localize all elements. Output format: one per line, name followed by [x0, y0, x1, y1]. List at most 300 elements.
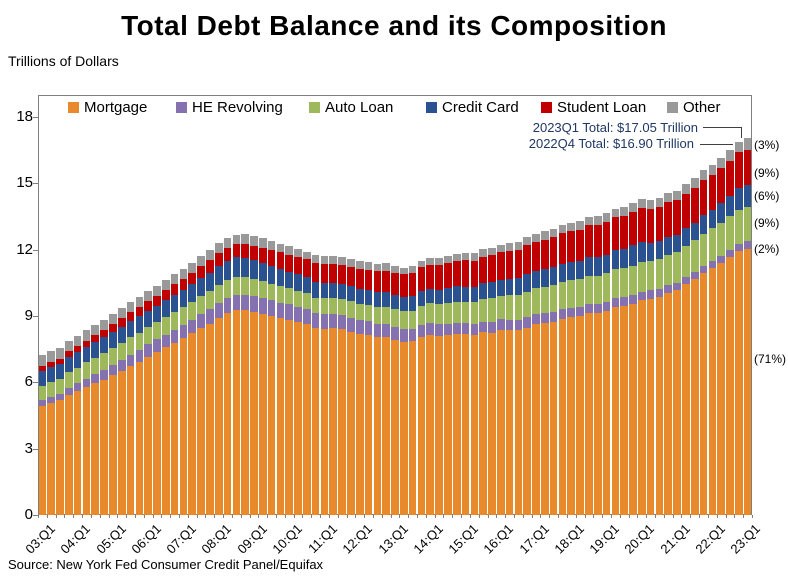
bar-segment-credit-card: [91, 342, 99, 358]
x-tick-label: 20:Q1: [621, 521, 658, 557]
x-tick-mark: [320, 515, 321, 518]
bar-segment-auto-loan: [700, 234, 708, 266]
bar-segment-student-loan: [294, 257, 302, 274]
bar-08:Q3: [233, 235, 241, 515]
bar-segment-other: [356, 261, 364, 268]
bar-segment-mortgage: [559, 319, 567, 515]
bar-segment-credit-card: [682, 228, 690, 245]
bar-11:Q1: [321, 256, 329, 515]
bar-segment-mortgage: [285, 320, 293, 515]
bar-segment-other: [83, 330, 91, 340]
bar-segment-credit-card: [435, 290, 443, 305]
bar-segment-auto-loan: [144, 327, 152, 344]
bar-segment-student-loan: [709, 175, 717, 210]
legend-swatch-icon: [541, 102, 552, 113]
bar-segment-student-loan: [303, 259, 311, 277]
bar-segment-he-revolving: [629, 295, 637, 304]
bar-segment-credit-card: [691, 223, 699, 241]
bar-segment-credit-card: [285, 272, 293, 289]
x-tick-label: 16:Q1: [480, 521, 517, 557]
bar-segment-other: [576, 221, 584, 230]
bar-segment-auto-loan: [365, 305, 373, 322]
bar-segment-other: [241, 234, 249, 244]
bar-segment-auto-loan: [277, 286, 285, 302]
bar-segment-auto-loan: [83, 362, 91, 378]
bar-segment-other: [418, 261, 426, 268]
bar-segment-auto-loan: [709, 228, 717, 260]
bar-segment-credit-card: [497, 280, 505, 296]
bar-segment-mortgage: [100, 380, 108, 515]
bar-segment-mortgage: [329, 328, 337, 515]
x-tick-mark: [514, 515, 515, 518]
bar-segment-credit-card: [65, 357, 73, 372]
x-tick-mark: [126, 515, 127, 518]
bar-segment-he-revolving: [515, 320, 523, 330]
x-tick-mark: [629, 515, 630, 518]
bar-segment-other: [118, 308, 126, 318]
bar-segment-auto-loan: [294, 291, 302, 307]
bar-segment-student-loan: [382, 271, 390, 292]
bar-segment-mortgage: [338, 329, 346, 515]
x-tick-mark: [267, 515, 268, 518]
bar-segment-student-loan: [523, 245, 531, 274]
x-tick-mark: [205, 515, 206, 518]
legend-item-he-revolving: [176, 99, 283, 116]
bar-segment-mortgage: [453, 334, 461, 515]
bar-segment-student-loan: [197, 266, 205, 278]
bar-segment-he-revolving: [356, 320, 364, 334]
x-tick-mark: [567, 515, 568, 518]
bar-05:Q3: [127, 302, 135, 515]
bar-segment-he-revolving: [479, 322, 487, 333]
bar-segment-mortgage: [118, 371, 126, 515]
bar-segment-credit-card: [144, 311, 152, 327]
bar-segment-he-revolving: [153, 339, 161, 352]
x-tick-mark: [408, 515, 409, 518]
bar-03:Q2: [47, 351, 55, 515]
bar-segment-student-loan: [453, 261, 461, 287]
bar-segment-auto-loan: [171, 312, 179, 330]
bar-segment-mortgage: [391, 340, 399, 515]
bar-segment-student-loan: [329, 264, 337, 283]
bar-segment-credit-card: [409, 296, 417, 311]
bar-13:Q4: [418, 261, 426, 515]
bar-segment-mortgage: [136, 362, 144, 515]
annotation-2022q4-total: 2022Q4 Total: $16.90 Trillion: [528, 136, 694, 151]
x-tick-mark: [258, 515, 259, 518]
bar-segment-he-revolving: [91, 374, 99, 383]
bar-segment-auto-loan: [471, 302, 479, 324]
bar-segment-mortgage: [312, 328, 320, 515]
bar-segment-mortgage: [497, 330, 505, 515]
bar-segment-credit-card: [656, 241, 664, 259]
bar-segment-credit-card: [400, 297, 408, 312]
x-tick-label: 09:Q1: [233, 521, 270, 557]
x-tick-label: 13:Q1: [374, 521, 411, 557]
bar-segment-student-loan: [488, 255, 496, 282]
x-tick-mark: [38, 515, 39, 518]
bar-segment-auto-loan: [188, 302, 196, 320]
bar-segment-credit-card: [453, 286, 461, 301]
bar-segment-student-loan: [206, 260, 214, 272]
bar-segment-student-loan: [215, 253, 223, 266]
bar-segment-auto-loan: [356, 304, 364, 320]
bar-segment-credit-card: [356, 289, 364, 304]
bar-segment-mortgage: [612, 307, 620, 515]
bar-segment-he-revolving: [215, 303, 223, 318]
bar-segment-auto-loan: [259, 281, 267, 298]
bar-06:Q4: [171, 274, 179, 515]
bar-08:Q2: [224, 238, 232, 515]
bar-segment-auto-loan: [127, 337, 135, 355]
bar-segment-credit-card: [638, 242, 646, 262]
bar-segment-other: [374, 264, 382, 271]
bar-segment-other: [338, 257, 346, 265]
bar-segment-mortgage: [523, 328, 531, 515]
bar-segment-credit-card: [100, 337, 108, 353]
bar-segment-auto-loan: [682, 246, 690, 277]
bar-segment-auto-loan: [233, 277, 241, 295]
bar-segment-auto-loan: [567, 280, 575, 307]
bar-segment-student-loan: [233, 244, 241, 257]
bar-segment-credit-card: [321, 283, 329, 298]
bar-05:Q4: [136, 297, 144, 515]
bar-segment-mortgage: [144, 357, 152, 515]
x-tick-mark: [426, 515, 427, 518]
bar-segment-he-revolving: [523, 317, 531, 327]
bar-segment-auto-loan: [462, 302, 470, 323]
bar-segment-auto-loan: [382, 307, 390, 324]
bar-segment-he-revolving: [453, 323, 461, 334]
bar-segment-other: [347, 259, 355, 267]
bar-21:Q3: [691, 178, 699, 515]
bar-07:Q4: [206, 250, 214, 515]
bar-segment-auto-loan: [197, 296, 205, 314]
bar-segment-student-loan: [444, 263, 452, 288]
bar-segment-mortgage: [74, 391, 82, 515]
bar-segment-mortgage: [109, 375, 117, 515]
bar-segment-auto-loan: [515, 295, 523, 320]
bar-20:Q3: [656, 198, 664, 515]
bar-segment-credit-card: [391, 295, 399, 310]
bar-segment-other: [585, 217, 593, 226]
bar-segment-he-revolving: [488, 322, 496, 333]
bar-segment-he-revolving: [647, 290, 655, 298]
bar-segment-other: [285, 246, 293, 254]
bar-segment-other: [691, 178, 699, 188]
bar-segment-credit-card: [585, 257, 593, 276]
bar-segment-other: [444, 256, 452, 263]
bar-segment-student-loan: [594, 225, 602, 257]
x-tick-label: 10:Q1: [269, 521, 305, 557]
bar-segment-he-revolving: [550, 312, 558, 322]
bar-segment-other: [673, 191, 681, 200]
x-tick-mark: [540, 515, 541, 518]
bar-segment-mortgage: [83, 387, 91, 515]
bar-segment-other: [629, 203, 637, 212]
bar-segment-other: [321, 256, 329, 264]
bar-segment-he-revolving: [250, 296, 258, 312]
bar-segment-credit-card: [83, 347, 91, 362]
bar-segment-auto-loan: [109, 348, 117, 365]
bar-03:Q4: [65, 341, 73, 515]
bar-segment-other: [638, 199, 646, 208]
bar-segment-auto-loan: [629, 266, 637, 295]
bar-segment-he-revolving: [691, 272, 699, 279]
bar-segment-credit-card: [188, 284, 196, 301]
x-tick-mark: [452, 515, 453, 518]
bar-03:Q1: [39, 355, 47, 515]
bar-segment-student-loan: [136, 307, 144, 317]
bar-19:Q1: [603, 213, 611, 515]
annotation-leader-elbow-2023q1: [741, 127, 742, 138]
bar-19:Q4: [629, 203, 637, 515]
bar-12:Q3: [374, 264, 382, 515]
x-tick-mark: [47, 515, 48, 518]
y-tick-mark: [33, 117, 38, 118]
bar-segment-credit-card: [700, 215, 708, 234]
bar-11:Q3: [338, 257, 346, 515]
bar-segment-mortgage: [479, 332, 487, 515]
x-tick-label: 21:Q1: [657, 521, 693, 557]
bar-segment-other: [744, 138, 752, 149]
bar-segment-credit-card: [215, 266, 223, 285]
bar-segment-he-revolving: [532, 314, 540, 324]
bar-13:Q3: [409, 266, 417, 515]
bar-segment-other: [153, 286, 161, 296]
bar-segment-auto-loan: [664, 255, 672, 285]
bar-segment-auto-loan: [224, 280, 232, 298]
bar-segment-mortgage: [65, 395, 73, 515]
bar-segment-student-loan: [224, 248, 232, 261]
y-tick-mark: [33, 316, 38, 317]
bar-segment-credit-card: [136, 316, 144, 332]
x-tick-mark: [135, 515, 136, 518]
bar-18:Q1: [567, 223, 575, 515]
bar-segment-other: [303, 252, 311, 260]
bar-13:Q2: [400, 268, 408, 515]
bar-22:Q2: [717, 158, 725, 515]
bar-segment-credit-card: [612, 250, 620, 269]
bar-segment-mortgage: [682, 284, 690, 515]
bar-segment-credit-card: [620, 249, 628, 268]
bar-segment-other: [488, 248, 496, 256]
bar-segment-student-loan: [312, 263, 320, 281]
bar-segment-mortgage: [180, 338, 188, 515]
bar-16:Q4: [523, 237, 531, 515]
x-tick-mark: [443, 515, 444, 518]
bar-segment-he-revolving: [585, 304, 593, 313]
bar-segment-he-revolving: [594, 304, 602, 313]
share-label-auto-loan: (9%): [754, 216, 780, 230]
bar-18:Q4: [594, 216, 602, 515]
x-tick-mark: [673, 515, 674, 518]
bar-segment-auto-loan: [374, 307, 382, 324]
bar-segment-he-revolving: [382, 324, 390, 337]
bar-segment-other: [656, 198, 664, 207]
bar-segment-credit-card: [576, 261, 584, 279]
bar-segment-auto-loan: [338, 299, 346, 315]
bar-segment-auto-loan: [312, 298, 320, 314]
bar-segment-he-revolving: [321, 314, 329, 329]
bar-segment-other: [409, 266, 417, 273]
bar-segment-he-revolving: [664, 285, 672, 293]
bar-segment-he-revolving: [329, 314, 337, 329]
bar-09:Q1: [250, 236, 258, 515]
y-tick-mark: [33, 449, 38, 450]
bar-segment-he-revolving: [100, 370, 108, 380]
bar-segment-student-loan: [109, 324, 117, 333]
bar-segment-auto-loan: [497, 296, 505, 319]
bar-segment-other: [462, 253, 470, 260]
bar-12:Q2: [365, 262, 373, 515]
legend-item-credit-card: [426, 99, 519, 116]
bar-segment-student-loan: [418, 267, 426, 291]
bar-segment-other: [259, 238, 267, 247]
bar-segment-auto-loan: [409, 311, 417, 329]
x-tick-mark: [241, 515, 242, 518]
x-tick-mark: [144, 515, 145, 518]
bar-segment-other: [647, 200, 655, 209]
bar-segment-other: [197, 256, 205, 266]
legend-swatch-icon: [667, 102, 678, 113]
bar-segment-mortgage: [435, 336, 443, 515]
bar-segment-mortgage: [197, 328, 205, 515]
bar-segment-other: [188, 263, 196, 273]
bar-segment-student-loan: [471, 261, 479, 287]
x-tick-mark: [585, 515, 586, 518]
y-tick-label: 9: [24, 307, 33, 325]
bar-segment-auto-loan: [47, 382, 55, 397]
bar-segment-he-revolving: [426, 323, 434, 335]
bar-segment-he-revolving: [567, 308, 575, 318]
bar-segment-auto-loan: [717, 223, 725, 256]
bar-segment-auto-loan: [118, 343, 126, 360]
bar-segment-credit-card: [418, 291, 426, 306]
bar-segment-credit-card: [171, 295, 179, 312]
bar-segment-he-revolving: [418, 325, 426, 337]
bar-segment-other: [479, 249, 487, 257]
bar-segment-other: [682, 184, 690, 193]
bar-17:Q4: [559, 225, 567, 515]
bar-08:Q1: [215, 243, 223, 515]
annotation-leader-line-2022q4: [700, 144, 733, 145]
bar-segment-student-loan: [638, 208, 646, 242]
bar-segment-student-loan: [250, 246, 258, 261]
bar-segment-other: [532, 234, 540, 242]
bar-segment-auto-loan: [691, 240, 699, 272]
bar-segment-credit-card: [374, 292, 382, 307]
bar-segment-auto-loan: [550, 285, 558, 312]
bar-segment-mortgage: [127, 366, 135, 515]
bar-04:Q2: [83, 330, 91, 515]
x-tick-mark: [708, 515, 709, 518]
bar-20:Q4: [664, 193, 672, 515]
bar-segment-credit-card: [250, 260, 258, 279]
bar-segment-mortgage: [717, 263, 725, 515]
bar-segment-other: [726, 150, 734, 161]
x-tick-mark: [690, 515, 691, 518]
bar-21:Q1: [673, 191, 681, 515]
bar-05:Q1: [109, 314, 117, 515]
bar-segment-auto-loan: [91, 358, 99, 375]
bar-segment-other: [612, 209, 620, 218]
x-tick-mark: [170, 515, 171, 518]
x-tick-mark: [311, 515, 312, 518]
bar-segment-he-revolving: [471, 324, 479, 335]
x-tick-mark: [364, 515, 365, 518]
bar-11:Q4: [347, 259, 355, 515]
x-tick-mark: [655, 515, 656, 518]
share-label-other: (3%): [754, 138, 780, 152]
bar-segment-auto-loan: [400, 311, 408, 329]
bar-segment-mortgage: [241, 310, 249, 515]
bar-segment-other: [735, 142, 743, 153]
bar-segment-mortgage: [735, 251, 743, 514]
bar-segment-he-revolving: [241, 295, 249, 310]
bar-segment-credit-card: [744, 185, 752, 207]
share-label-mortgage: (71%): [754, 352, 787, 366]
bar-segment-other: [277, 244, 285, 253]
bar-segment-student-loan: [100, 330, 108, 338]
bar-12:Q1: [356, 261, 364, 515]
bar-segment-auto-loan: [153, 322, 161, 340]
bar-segment-auto-loan: [162, 317, 170, 335]
x-tick-label: 23:Q1: [727, 521, 764, 557]
bar-07:Q2: [188, 263, 196, 515]
bar-segment-student-loan: [700, 180, 708, 215]
x-tick-label: 18:Q1: [551, 521, 587, 557]
bar-segment-he-revolving: [65, 388, 73, 395]
bar-10:Q1: [285, 246, 293, 515]
bar-segment-he-revolving: [162, 335, 170, 348]
bar-segment-student-loan: [321, 264, 329, 283]
bar-15:Q4: [488, 248, 496, 515]
share-label-he-revolving: (2%): [754, 242, 780, 256]
share-label-student-loan: (9%): [754, 166, 780, 180]
bar-segment-student-loan: [153, 296, 161, 306]
bar-segment-auto-loan: [603, 273, 611, 301]
bar-segment-other: [100, 320, 108, 330]
bar-segment-credit-card: [365, 290, 373, 305]
bar-21:Q4: [700, 170, 708, 515]
bar-segment-auto-loan: [241, 277, 249, 294]
bar-segment-other: [717, 158, 725, 168]
x-tick-mark: [391, 515, 392, 518]
bar-segment-credit-card: [338, 284, 346, 299]
x-tick-label: 11:Q1: [305, 521, 341, 556]
bar-segment-student-loan: [691, 188, 699, 223]
bar-segment-auto-loan: [444, 303, 452, 324]
bar-segment-mortgage: [188, 333, 196, 515]
bar-segment-auto-loan: [735, 210, 743, 244]
legend-swatch-icon: [176, 102, 187, 113]
bar-segment-auto-loan: [647, 261, 655, 291]
bar-segment-mortgage: [506, 330, 514, 515]
bar-segment-other: [206, 250, 214, 260]
legend-item-auto-loan: [309, 99, 393, 116]
x-tick-mark: [523, 515, 524, 518]
bar-segment-auto-loan: [303, 293, 311, 309]
bar-segment-auto-loan: [576, 279, 584, 306]
bar-04:Q3: [91, 325, 99, 515]
bar-segment-student-loan: [647, 209, 655, 243]
bar-segment-auto-loan: [65, 372, 73, 387]
bar-14:Q2: [435, 258, 443, 515]
bar-08:Q4: [241, 234, 249, 515]
bar-06:Q2: [153, 286, 161, 515]
x-tick-mark: [179, 515, 180, 518]
